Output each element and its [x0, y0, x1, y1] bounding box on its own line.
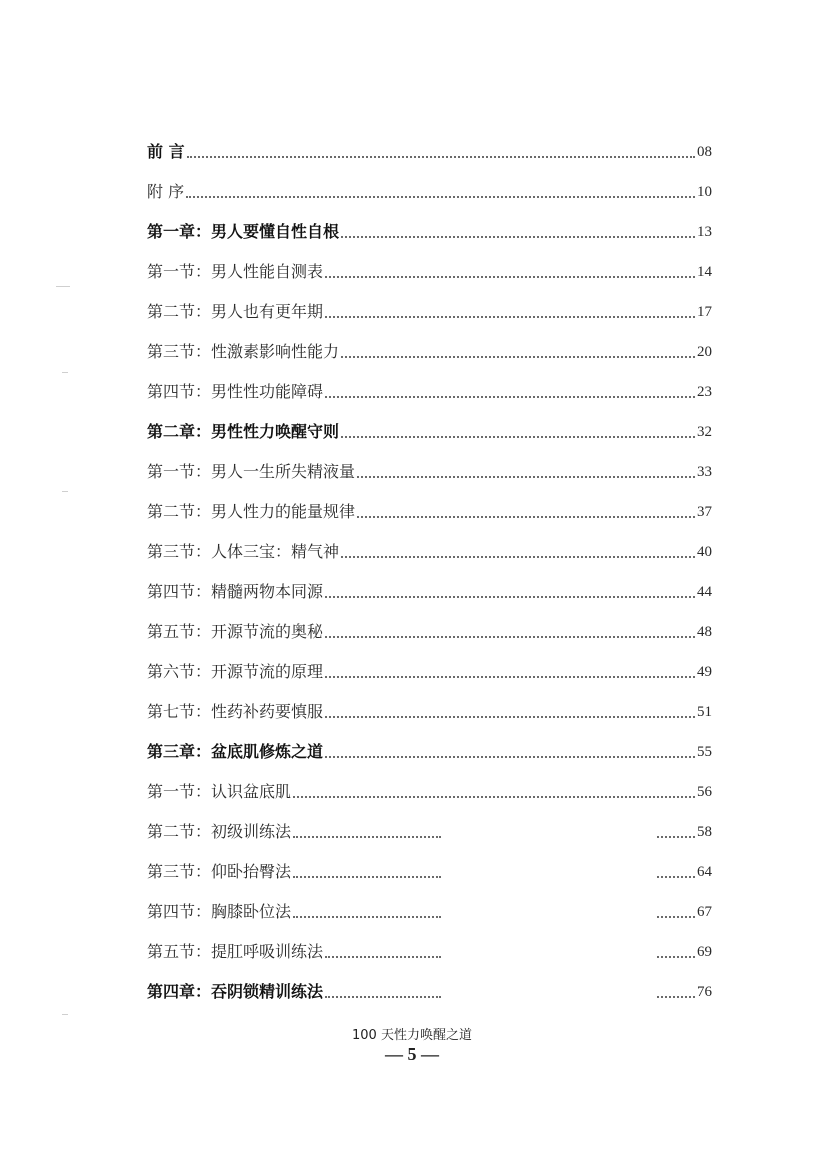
- toc-entry-page: 44: [697, 584, 712, 600]
- toc-entry-page: 08: [697, 144, 712, 160]
- toc-leader-dots: [657, 876, 695, 878]
- toc-entry: [147, 962, 712, 1002]
- toc-entry-title: 前 言: [147, 142, 185, 161]
- toc-leader-dots: [325, 956, 441, 958]
- toc-entry-page: 58: [697, 824, 712, 840]
- toc-entry-title: 第四节：男性性功能障碍: [147, 382, 324, 401]
- scan-mark: [62, 491, 68, 492]
- toc-entry: [147, 402, 712, 442]
- toc-leader-dots: [357, 476, 695, 478]
- toc-entry: [147, 562, 712, 602]
- toc-entry-title: 第三节：人体三宝：精气神: [147, 542, 340, 561]
- toc-entry-page: 67: [697, 904, 712, 920]
- toc-entry-page: 20: [697, 344, 712, 360]
- toc-entry: [147, 362, 712, 402]
- toc-entry: [147, 642, 712, 682]
- toc-entry: [147, 722, 712, 762]
- toc-leader-dots: [341, 356, 695, 358]
- toc-entry-title: 第一章：男人要懂自性自根: [147, 222, 340, 241]
- toc-leader-dots: [187, 156, 695, 158]
- toc-leader-dots: [293, 836, 441, 838]
- scan-mark: [62, 372, 68, 373]
- toc-entry: [147, 162, 712, 202]
- toc-entry-page: 56: [697, 784, 712, 800]
- toc-leader-dots: [293, 796, 695, 798]
- toc-leader-dots: [186, 196, 695, 198]
- toc-entry: [147, 922, 712, 962]
- toc-entry-title: 第四节：胸膝卧位法: [147, 902, 292, 921]
- toc-leader-dots: [293, 876, 441, 878]
- toc-entry: [147, 242, 712, 282]
- toc-leader-dots: [341, 436, 695, 438]
- toc-leader-dots: [657, 836, 695, 838]
- toc-entry-title: 第二节：男人性力的能量规律: [147, 502, 356, 521]
- toc-entry-title: 第五节：开源节流的奥秘: [147, 622, 324, 641]
- toc-entry: [147, 682, 712, 722]
- toc-entry: [147, 882, 712, 922]
- toc-leader-dots: [657, 916, 695, 918]
- toc-entry-title: 第二节：初级训练法: [147, 822, 292, 841]
- toc-leader-dots: [325, 276, 695, 278]
- toc-entry-title: 第二节：男人也有更年期: [147, 302, 324, 321]
- toc-entry-title: 附 序: [147, 182, 185, 201]
- toc-entry-title: 第三章：盆底肌修炼之道: [147, 742, 324, 761]
- toc-leader-dots: [325, 396, 695, 398]
- toc-entry-page: 14: [697, 264, 712, 280]
- toc-leader-dots: [325, 716, 695, 718]
- toc-entry: [147, 442, 712, 482]
- toc-entry-page: 13: [697, 224, 712, 240]
- toc-entry: [147, 202, 712, 242]
- table-of-contents: [147, 122, 712, 1002]
- toc-entry-title: 第七节：性药补药要慎服: [147, 702, 324, 721]
- toc-entry: [147, 842, 712, 882]
- toc-leader-dots: [325, 596, 695, 598]
- toc-leader-dots: [325, 316, 695, 318]
- toc-entry-page: 10: [697, 184, 712, 200]
- toc-entry-page: 51: [697, 704, 712, 720]
- book-title: 100 天性力唤醒之道: [352, 1028, 472, 1043]
- toc-leader-dots: [325, 676, 695, 678]
- toc-leader-dots: [341, 556, 695, 558]
- toc-entry-title: 第一节：认识盆底肌: [147, 782, 292, 801]
- toc-entry: [147, 482, 712, 522]
- toc-entry: [147, 282, 712, 322]
- toc-entry: [147, 322, 712, 362]
- toc-entry: [147, 762, 712, 802]
- toc-entry-page: 17: [697, 304, 712, 320]
- toc-entry-page: 33: [697, 464, 712, 480]
- toc-entry-title: 第六节：开源节流的原理: [147, 662, 324, 681]
- toc-leader-dots: [325, 636, 695, 638]
- toc-entry-title: 第二章：男性性力唤醒守则: [147, 422, 340, 441]
- page-number: — 5 —: [385, 1044, 439, 1064]
- toc-leader-dots: [325, 996, 441, 998]
- toc-entry-page: 23: [697, 384, 712, 400]
- toc-entry-page: 48: [697, 624, 712, 640]
- toc-entry: [147, 122, 712, 162]
- toc-entry-page: 32: [697, 424, 712, 440]
- scan-mark: [62, 1014, 68, 1015]
- toc-leader-dots: [657, 996, 695, 998]
- toc-leader-dots: [357, 516, 695, 518]
- toc-entry-page: 37: [697, 504, 712, 520]
- toc-entry: [147, 602, 712, 642]
- toc-leader-dots: [293, 916, 441, 918]
- toc-leader-dots: [341, 236, 695, 238]
- toc-entry-title: 第四节：精髓两物本同源: [147, 582, 324, 601]
- scan-mark: [56, 286, 70, 287]
- toc-entry-title: 第五节：提肛呼吸训练法: [147, 942, 324, 961]
- toc-entry-title: 第一节：男人性能自测表: [147, 262, 324, 281]
- toc-entry-page: 55: [697, 744, 712, 760]
- toc-entry-title: 第四章：吞阴锁精训练法: [147, 982, 324, 1001]
- toc-entry-page: 40: [697, 544, 712, 560]
- toc-entry-title: 第三节：性激素影响性能力: [147, 342, 340, 361]
- toc-entry-page: 49: [697, 664, 712, 680]
- toc-leader-dots: [325, 756, 695, 758]
- toc-entry-page: 76: [697, 984, 712, 1000]
- toc-entry-page: 64: [697, 864, 712, 880]
- toc-leader-dots: [657, 956, 695, 958]
- toc-entry-page: 69: [697, 944, 712, 960]
- toc-entry-title: 第三节：仰卧抬臀法: [147, 862, 292, 881]
- toc-entry: [147, 522, 712, 562]
- toc-entry-title: 第一节：男人一生所失精液量: [147, 462, 356, 481]
- toc-entry: [147, 802, 712, 842]
